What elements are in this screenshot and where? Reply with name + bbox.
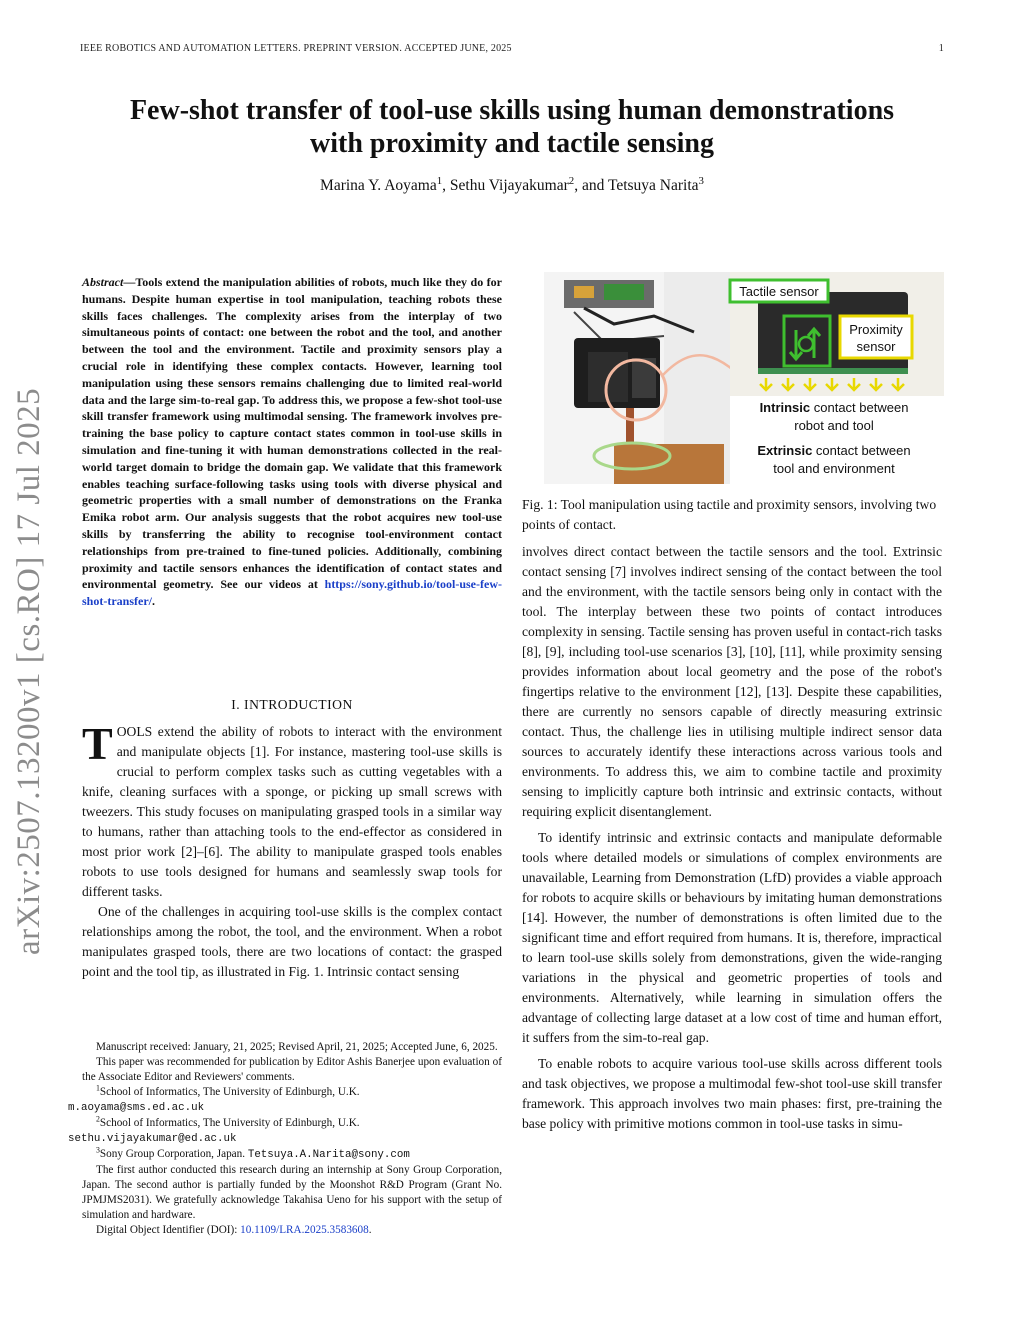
extrinsic-rest-1: contact between xyxy=(812,443,911,458)
intro-paragraph-2: One of the challenges in acquiring tool-use skills is the complex contact relationships among the robot, the tool, and the environment. When a robot manipulates grasped tools, there are two locations of contact: the grasped point and the tool tip, as illustrated in Fig. 1. Intrinsic contact sensing xyxy=(82,904,502,979)
footnote-received: Manuscript received: January, 21, 2025; Revised April, 21, 2025; Accepted June, 6, 2025. xyxy=(96,1041,498,1053)
proximity-label-2: sensor xyxy=(856,339,896,354)
intrinsic-rest-1: contact between xyxy=(810,400,909,415)
author-3: Tetsuya Narita xyxy=(607,177,699,194)
affil-3-text: Sony Group Corporation, Japan. xyxy=(99,1148,248,1160)
intrinsic-label-line-1 xyxy=(760,400,909,415)
intrinsic-label-line-2: robot and tool xyxy=(794,418,874,433)
author-sep: , xyxy=(442,177,450,194)
abstract-dash: — xyxy=(123,275,136,289)
title-line-1: Few-shot transfer of tool-use skills using human demonstrations xyxy=(129,95,895,126)
affil-2-email: sethu.vijayakumar@ed.ac.uk xyxy=(68,1133,237,1145)
author-1-affil: 1 xyxy=(436,174,443,187)
intro-paragraph-1 xyxy=(82,718,502,902)
right-paragraph-2: To identify intrinsic and extrinsic contacts and manipulate deformable tools where detailed models or simulations of complex environments are unavailable, Learning from Demonstration (LfD) provides a viable approach for robots to acquire skills or behaviours by imitating human demonstrations [14]. However, the number of demonstrations is often limited due to the significant time and effort required from humans. It is, therefore, impractical to learn tool-use skills solely from demonstrations, given the wide-ranging variations in the physical and geometric properties of tools and environments. Alternatively, while learning in simulation offers the advantage of collecting large dataset at a low cost of time and human effort, it suffers from the sim-to-real gap. xyxy=(522,830,942,1045)
abstract-label: Abstract xyxy=(82,275,124,289)
arxiv-stamp: arXiv:2507.13200v1 [cs.RO] 17 Jul 2025 xyxy=(11,387,47,955)
extrinsic-label-line-1 xyxy=(757,443,910,458)
author-1: Marina Y. Aoyama xyxy=(320,177,437,194)
affil-2-text: School of Informatics, The University of Edinburgh, U.K. xyxy=(99,1117,360,1129)
sensor-pcb xyxy=(758,368,908,374)
paper-title xyxy=(60,94,964,160)
doi-end: . xyxy=(368,1224,372,1236)
footnote-affil-2 xyxy=(68,1114,502,1147)
figure-1 xyxy=(544,272,944,484)
footnote-acknowledgement: The first author conducted this research during an internship at Sony Group Corporation, Japan. The second author is partially funded by the Moonshot R&D Program (Grant No. JPMJMS2031). We gratefully acknowledge Takahisa Ueno for his support with the setup of simulation and hardware. xyxy=(82,1164,502,1221)
author-2-affil: 2 xyxy=(568,174,575,187)
affil-1-text: School of Informatics, The University of Edinburgh, U.K. xyxy=(99,1086,360,1098)
abstract-end: . xyxy=(151,594,155,609)
intro-left-column xyxy=(82,718,502,982)
footnote-affil-1 xyxy=(68,1083,502,1116)
affil-2-sup: 2 xyxy=(96,1114,100,1124)
title-line-2: with proximity and tactile sensing xyxy=(310,128,714,159)
affil-1-email: m.aoyama@sms.ed.ac.uk xyxy=(68,1102,205,1114)
drop-cap: T xyxy=(82,718,113,769)
extrinsic-label-line-2: tool and environment xyxy=(773,461,895,476)
journal-header: IEEE ROBOTICS AND AUTOMATION LETTERS. PREPRINT VERSION. ACCEPTED JUNE, 2025 xyxy=(80,43,512,54)
page-number: 1 xyxy=(938,43,944,54)
doi-link[interactable]: 10.1109/LRA.2025.3583608 xyxy=(240,1224,369,1236)
proximity-label-1: Proximity xyxy=(849,322,903,337)
intro-right-column xyxy=(522,542,942,1134)
abstract xyxy=(82,274,502,610)
figure-1-illustration xyxy=(544,272,944,484)
intrinsic-bold: Intrinsic xyxy=(759,400,811,415)
abstract-text: Tools extend the manipulation abilities of robots, much like they do for humans. Despite human expertise in tool manipulation, teaching robots these skills faces challenges. The complexity arises from the interplay of two simultaneous points of contact: one between the robot and the tool, and another between the tool and the environment. Tactile and proximity sensors play a crucial role in identifying these complex contacts. However, learning tool manipulation using these sensors remains challenging due to limited real-world data and the large sim-to-real gap. To address this, we propose a few-shot tool-use skill transfer framework using multimodal sensing. The framework involves pre-training the base policy to capture contact states common in tool-use skills in simulation and fine-tuning it with human demonstrations collected in the real-world target domain to bridge the domain gap. We validate that this framework enables teaching surface-following tasks using tools with diverse physical and geometric properties with a small number of demonstrations on the Franka Emika robot arm. Our analysis suggests that the robot acquires new tool-use skills by transferring the ability to recognise tool-environment contact relationships from pre-trained to fine-tuned policies. Additionally, combining proximity and tactile sensors enhances the identification of contact states and environmental geometry. See our videos at xyxy=(82,275,502,592)
affil-1-sup: 1 xyxy=(96,1083,100,1093)
intro-p1-text: OOLS extend the ability of robots to interact with the environment and manipulate objects [1]. For instance, mastering tool-use skills is crucial to perform complex tasks such as cutting vegetables with a knife, cleaning surfaces with a sponge, or picking up small screws with tweezers. This study focuses on manipulating grasped tools in a similar way to humans, rather than attaching tools to the end-effector as considered in most prior work [2]–[6]. The ability to manipulate grasped tools enables robots to use tools designed for humans and seamlessly swap tools for different tasks. xyxy=(82,724,502,899)
doi-label: Digital Object Identifier (DOI): xyxy=(96,1224,241,1236)
affil-3-sup: 3 xyxy=(96,1145,100,1155)
right-paragraph-1: involves direct contact between the tactile sensors and the tool. Extrinsic contact sensing [7] involves indirect sensing of the contact between the tool and the environment, with the tactile sensors being only in contact with the tool. The interplay between these two points of contact introduces complexity in sensing. Tactile sensing has proven useful in contact-rich tasks [8], [9], including tool-use scenarios [3], [10], [11], while proximity sensing provides information about local geometry and the pose of the robot's fingertips relative to the environment [12], [13]. Despite these capabilities, there are currently no sensors capable of directly measuring extrinsic contact. Thus, the challenge lies in utilising multiple indirect sensor data sources to accurately identify these interactions across various tools and environments. To address this, we aim to combine tactile and proximity sensing to implicitly capture both intrinsic and extrinsic contacts, without requiring explicit disentanglement. xyxy=(522,544,942,819)
project-link[interactable]: https://sony.github.io/tool-use-few-shot-transfer/ xyxy=(82,577,502,609)
author-3-affil: 3 xyxy=(698,174,704,187)
affil-3-email: Tetsuya.A.Narita@sony.com xyxy=(247,1149,410,1161)
running-header xyxy=(80,43,944,54)
author-list xyxy=(60,174,964,195)
footnote-doi xyxy=(82,1223,502,1238)
robot-board-chip xyxy=(574,286,594,298)
contact-surface xyxy=(614,444,724,484)
footnote-editor: This paper was recommended for publication by Editor Ashis Banerjee upon evaluation of the Associate Editor and Reviewers' comments. xyxy=(82,1056,502,1083)
tactile-label: Tactile sensor xyxy=(739,284,819,299)
figure-1-caption: Fig. 1: Tool manipulation using tactile and proximity sensors, involving two points of contact. xyxy=(522,497,937,532)
author-sep: , and xyxy=(574,177,608,194)
section-heading: I. INTRODUCTION xyxy=(231,697,353,712)
robot-board-green xyxy=(604,284,644,300)
footnotes xyxy=(68,1040,502,1238)
author-2: Sethu Vijayakumar xyxy=(449,177,569,194)
right-paragraph-3: To enable robots to acquire various tool-use skills across different tools and task objectives, we propose a multimodal few-shot tool-use skill transfer framework. This approach involves two main phases: first, pre-training the base policy with primitive motions common in tool-use tasks in simu- xyxy=(522,1056,942,1131)
extrinsic-bold: Extrinsic xyxy=(757,443,813,458)
footnote-affil-3 xyxy=(82,1147,502,1163)
